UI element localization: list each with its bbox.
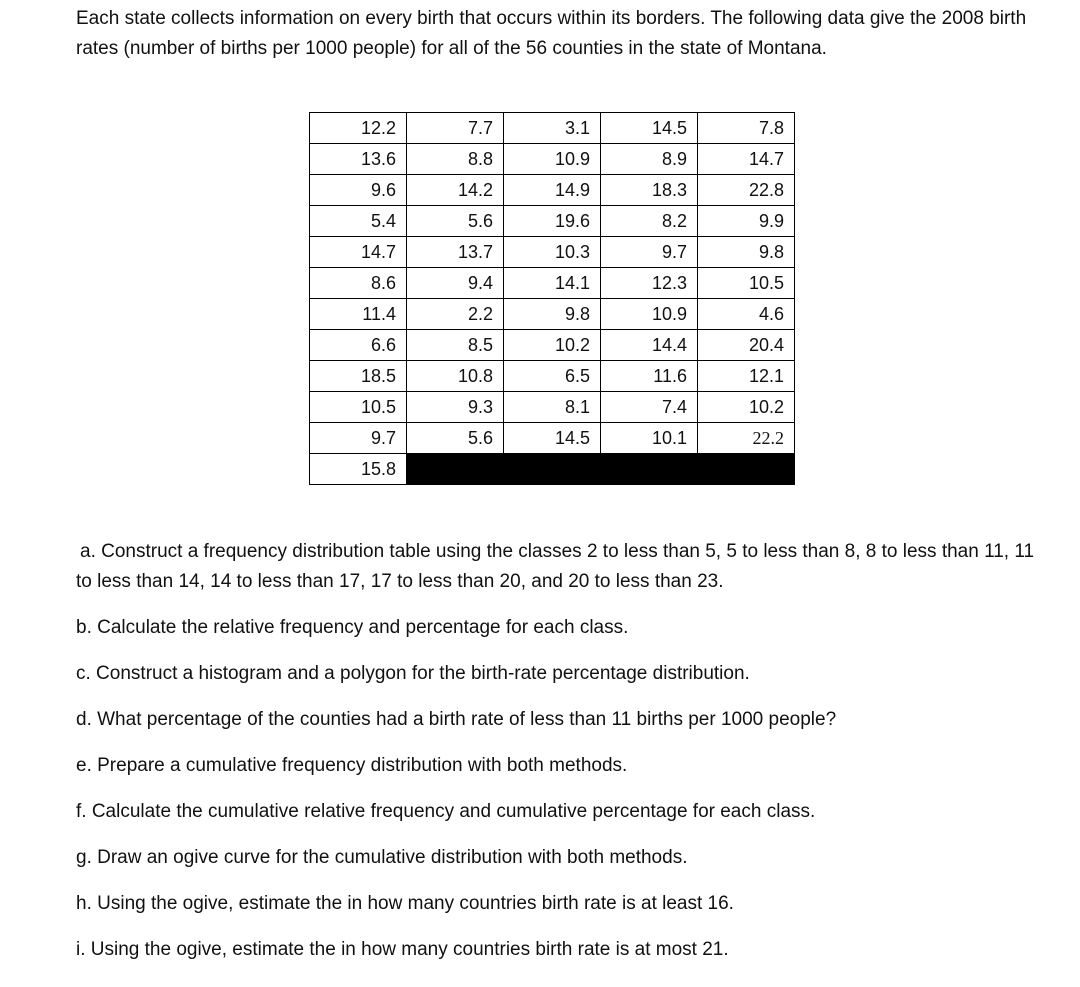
filled-empty-cells	[407, 454, 795, 485]
table-cell: 8.2	[601, 206, 698, 237]
table-cell: 8.6	[310, 268, 407, 299]
table-cell: 14.5	[504, 423, 601, 454]
table-cell: 10.8	[407, 361, 504, 392]
table-cell: 14.7	[698, 144, 795, 175]
table-cell: 12.1	[698, 361, 795, 392]
table-row	[310, 330, 795, 361]
table-cell: 14.2	[407, 175, 504, 206]
question-h: h. Using the ogive, estimate the in how many countries birth rate is at least 16.	[76, 893, 734, 914]
table-cell: 14.9	[504, 175, 601, 206]
table-row	[310, 268, 795, 299]
table-cell: 14.7	[310, 237, 407, 268]
table-cell: 13.6	[310, 144, 407, 175]
table-cell: 22.2	[698, 423, 795, 454]
birth-rate-table	[309, 112, 795, 485]
table-cell: 11.4	[310, 299, 407, 330]
question-c: c. Construct a histogram and a polygon for the birth-rate percentage distribution.	[76, 663, 750, 684]
table-cell: 10.5	[310, 392, 407, 423]
question-a: a. Construct a frequency distribution table using the classes 2 to less than 5, 5 to less than 8, 8 to less than 11, 11 to less than 14, 14 to less than 17, 17 to less than 20, and 20 to less than 23.	[76, 541, 1035, 592]
table-cell: 15.8	[310, 454, 407, 485]
table-cell: 7.7	[407, 113, 504, 144]
question-d: d. What percentage of the counties had a birth rate of less than 11 births per 1000 people?	[76, 709, 837, 730]
table-cell: 2.2	[407, 299, 504, 330]
table-cell: 8.1	[504, 392, 601, 423]
table-cell: 14.1	[504, 268, 601, 299]
table-cell: 9.8	[504, 299, 601, 330]
table-cell: 10.5	[698, 268, 795, 299]
table-cell: 11.6	[601, 361, 698, 392]
table-cell: 22.8	[698, 175, 795, 206]
table-row	[310, 237, 795, 268]
table-cell: 5.6	[407, 206, 504, 237]
table-cell: 9.7	[601, 237, 698, 268]
table-cell: 8.5	[407, 330, 504, 361]
table-row	[310, 454, 795, 485]
table-cell: 20.4	[698, 330, 795, 361]
question-g: g. Draw an ogive curve for the cumulative distribution with both methods.	[76, 847, 688, 868]
table-cell: 12.3	[601, 268, 698, 299]
table-cell: 10.9	[601, 299, 698, 330]
table-row	[310, 423, 795, 454]
table-cell: 9.6	[310, 175, 407, 206]
table-row	[310, 299, 795, 330]
table-cell: 19.6	[504, 206, 601, 237]
table-cell: 10.1	[601, 423, 698, 454]
table-cell: 9.9	[698, 206, 795, 237]
table-cell: 12.2	[310, 113, 407, 144]
question-f: f. Calculate the cumulative relative frequency and cumulative percentage for each class.	[76, 801, 816, 822]
table-cell: 7.4	[601, 392, 698, 423]
table-cell: 14.5	[601, 113, 698, 144]
table-row	[310, 113, 795, 144]
table-cell: 9.8	[698, 237, 795, 268]
table-cell: 8.8	[407, 144, 504, 175]
table-cell: 4.6	[698, 299, 795, 330]
table-cell: 6.6	[310, 330, 407, 361]
question-i: i. Using the ogive, estimate the in how many countries birth rate is at most 21.	[76, 939, 729, 960]
question-e: e. Prepare a cumulative frequency distribution with both methods.	[76, 755, 628, 776]
table-cell: 18.5	[310, 361, 407, 392]
table-row	[310, 361, 795, 392]
question-b: b. Calculate the relative frequency and percentage for each class.	[76, 617, 629, 638]
table-cell: 10.3	[504, 237, 601, 268]
table-row	[310, 392, 795, 423]
table-cell: 14.4	[601, 330, 698, 361]
question-list	[76, 537, 1051, 981]
table-cell: 9.4	[407, 268, 504, 299]
table-cell: 13.7	[407, 237, 504, 268]
table-cell: 9.7	[310, 423, 407, 454]
table-cell: 8.9	[601, 144, 698, 175]
table-row	[310, 175, 795, 206]
table-cell: 9.3	[407, 392, 504, 423]
table-cell: 5.4	[310, 206, 407, 237]
intro-paragraph: Each state collects information on every birth that occurs within its borders. The following data give the 2008 birth rates (number of births per 1000 people) for all of the 56 counties in the state of Montana.	[76, 8, 1027, 59]
table-cell: 7.8	[698, 113, 795, 144]
table-cell: 5.6	[407, 423, 504, 454]
table-cell: 10.9	[504, 144, 601, 175]
table-row	[310, 144, 795, 175]
table-row	[310, 206, 795, 237]
table-cell: 10.2	[504, 330, 601, 361]
table-cell: 6.5	[504, 361, 601, 392]
table-cell: 18.3	[601, 175, 698, 206]
table-cell: 10.2	[698, 392, 795, 423]
table-cell: 3.1	[504, 113, 601, 144]
